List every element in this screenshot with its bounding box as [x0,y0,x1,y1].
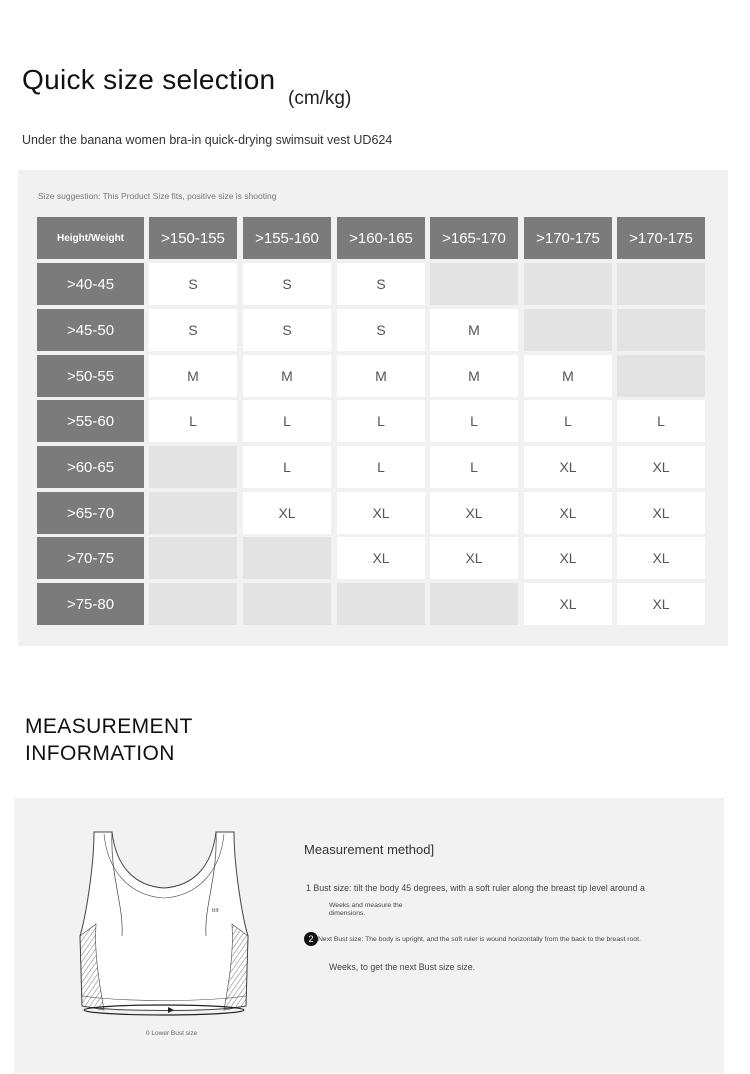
size-cell: L [243,400,331,442]
size-cell: XL [430,492,518,534]
size-cell: L [243,446,331,488]
height-column-header: >170-175 [524,217,612,259]
step-2-number-badge: 2 [304,932,318,946]
size-cell-empty [149,537,237,579]
vest-logo: tilt [212,908,219,914]
size-cell: L [149,400,237,442]
lower-bust-label: 0 Lower Bust size [146,1030,198,1037]
size-cell-empty [149,492,237,534]
size-cell-empty [617,263,705,305]
size-cell: S [243,263,331,305]
weight-row-header: >70-75 [37,537,144,579]
size-cell-empty [430,263,518,305]
size-cell: M [243,355,331,397]
weight-row-header: >75-80 [37,583,144,625]
size-cell-empty [149,583,237,625]
size-cell: XL [430,537,518,579]
size-cell: M [149,355,237,397]
size-cell: M [337,355,425,397]
size-cell-empty [430,583,518,625]
size-cell-empty [243,583,331,625]
size-cell-empty [617,309,705,351]
size-cell: XL [524,446,612,488]
height-column-header: >170-175 [617,217,705,259]
size-cell: XL [524,583,612,625]
unit-label: (cm/kg) [288,88,352,109]
size-cell-empty [524,263,612,305]
size-cell: S [243,309,331,351]
size-cell: XL [617,583,705,625]
size-cell: L [430,446,518,488]
measurement-heading-line1: MEASUREMENT [25,715,193,738]
size-cell: XL [337,492,425,534]
size-cell: M [430,309,518,351]
measurement-heading-line2: INFORMATION [25,742,175,765]
size-cell: L [617,400,705,442]
product-subtitle: Under the banana women bra-in quick-drying swimsuit vest UD624 [22,133,393,147]
size-cell-empty [524,309,612,351]
method-title: Measurement method] [304,842,435,857]
size-cell-empty [149,446,237,488]
size-cell: L [337,400,425,442]
weight-row-header: >40-45 [37,263,144,305]
step-2-text [304,932,641,946]
size-cell: L [524,400,612,442]
step-2-continuation: Weeks, to get the next Bust size size. [329,962,476,972]
size-cell: L [430,400,518,442]
size-cell: L [337,446,425,488]
height-column-header: >155-160 [243,217,331,259]
size-cell: S [149,263,237,305]
weight-row-header: >60-65 [37,446,144,488]
size-cell: XL [337,537,425,579]
size-cell: XL [243,492,331,534]
step-1-text: 1 Bust size: tilt the body 45 degrees, with a soft ruler along the breast tip level around a [306,883,645,893]
size-chart-panel [18,170,728,646]
height-column-header: >150-155 [149,217,237,259]
step-2-label: Next Bust size: The body is upright, and the soft ruler is wound horizontally from the back to the breast root. [318,935,641,943]
size-cell: S [337,263,425,305]
size-cell: XL [617,537,705,579]
height-column-header: >165-170 [430,217,518,259]
size-cell-empty [243,537,331,579]
step-1-continuation: Weeks and measure the dimensions. [329,902,403,917]
height-column-header: >160-165 [337,217,425,259]
size-cell: XL [617,446,705,488]
size-cell-empty [337,583,425,625]
measurement-heading [25,713,193,767]
size-cell: S [337,309,425,351]
size-cell: XL [617,492,705,534]
weight-row-header: >45-50 [37,309,144,351]
size-cell: M [430,355,518,397]
table-corner-header: Height/Weight [37,217,144,259]
size-cell: M [524,355,612,397]
measurement-panel [14,798,724,1073]
page-title: Quick size selection [22,64,276,95]
size-cell: S [149,309,237,351]
weight-row-header: >50-55 [37,355,144,397]
size-cell: XL [524,492,612,534]
size-cell: XL [524,537,612,579]
weight-row-header: >65-70 [37,492,144,534]
size-cell-empty [617,355,705,397]
size-suggestion-note: Size suggestion: This Product Size fits, positive size is shooting [38,191,277,201]
weight-row-header: >55-60 [37,400,144,442]
vest-illustration [74,826,254,1026]
